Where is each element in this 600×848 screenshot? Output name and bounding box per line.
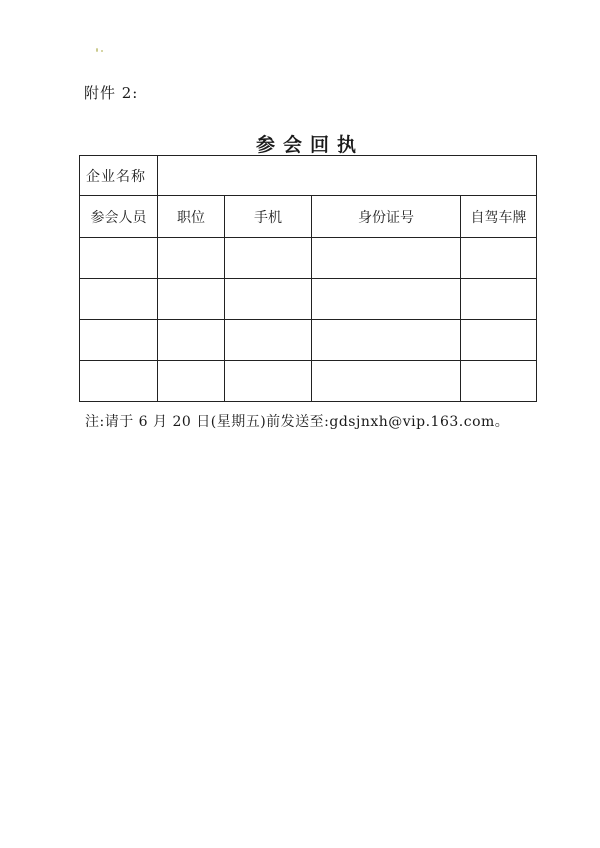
col-header-attendee: 参会人员 [80,196,158,238]
license-plate-cell[interactable] [461,320,537,361]
company-row [80,156,537,196]
company-name-label: 企业名称 [80,156,158,196]
table-header-row [80,196,537,238]
table-row [80,279,537,320]
mobile-cell[interactable] [225,320,312,361]
mobile-cell[interactable] [225,279,312,320]
company-name-field[interactable] [158,156,537,196]
id-number-cell[interactable] [312,320,461,361]
scan-speck [96,48,106,56]
col-header-position: 职位 [158,196,225,238]
id-number-cell[interactable] [312,279,461,320]
mobile-cell[interactable] [225,238,312,279]
position-cell[interactable] [158,279,225,320]
position-cell[interactable] [158,361,225,402]
id-number-cell[interactable] [312,361,461,402]
table-row [80,320,537,361]
id-number-cell[interactable] [312,238,461,279]
form-title: 参会回执 [255,134,364,156]
license-plate-cell[interactable] [461,279,537,320]
license-plate-cell[interactable] [461,238,537,279]
attachment-label: 附件 2: [84,84,139,102]
table-row [80,361,537,402]
attendee-cell[interactable] [80,279,158,320]
position-cell[interactable] [158,238,225,279]
mobile-cell[interactable] [225,361,312,402]
col-header-license-plate: 自驾车牌 [461,196,537,238]
submission-note: 注:请于 6 月 20 日(星期五)前发送至:gdsjnxh@vip.163.com。 [85,414,510,430]
attendee-cell[interactable] [80,320,158,361]
license-plate-cell[interactable] [461,361,537,402]
attendee-cell[interactable] [80,238,158,279]
position-cell[interactable] [158,320,225,361]
col-header-mobile: 手机 [225,196,312,238]
receipt-table [79,155,537,402]
table-row [80,238,537,279]
attendee-cell[interactable] [80,361,158,402]
col-header-id-number: 身份证号 [312,196,461,238]
